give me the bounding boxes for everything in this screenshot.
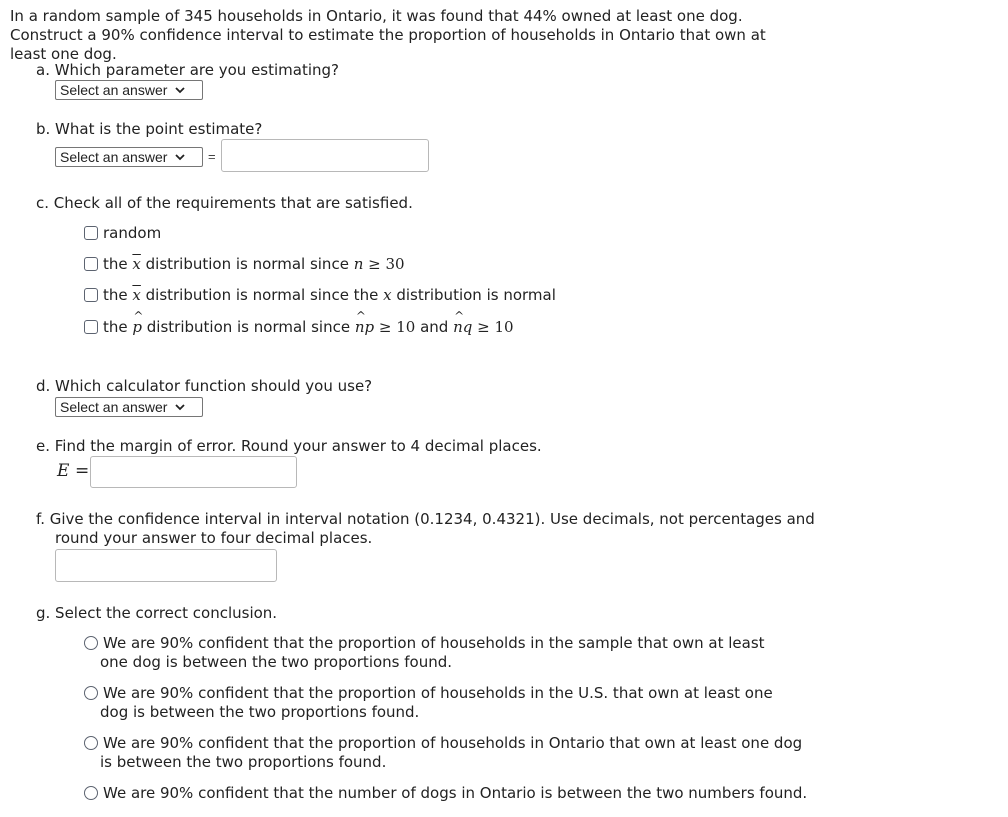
number: 10 [396,318,416,336]
requirement-xbar-x-normal-checkbox[interactable] [84,288,98,302]
ge-symbol: ≥ [472,318,495,336]
text: distribution is normal since [142,318,355,336]
requirement-random-label: random [103,224,162,242]
question-c-label: c. Check all of the requirements that are satisfied. [36,194,413,212]
margin-of-error-symbol: E [57,461,70,481]
confidence-interval-input[interactable] [55,549,277,582]
question-e-label: e. Find the margin of error. Round your answer to 4 decimal places. [36,437,542,455]
point-estimate-input[interactable] [221,139,429,172]
text: distribution is normal [391,286,556,304]
text: the [103,255,133,273]
xbar-symbol: $\overline{x}$ [132,255,141,273]
conclusion-number-dogs-radio[interactable] [84,786,98,800]
margin-of-error-input[interactable] [90,456,297,488]
chevron-down-icon [175,85,185,95]
question-g-label: g. Select the correct conclusion. [36,604,278,622]
question-f-label-line1: f. Give the confidence interval in interval notation (0.1234, 0.4321). Use decimals, not percentages and [36,510,815,528]
question-f-label-line2: round your answer to four decimal places. [55,529,373,547]
requirement-xbar-n30-checkbox[interactable] [84,257,98,271]
chevron-down-icon [175,152,185,162]
requirement-xbar-x-normal-label [103,286,556,305]
equals-sign: = [208,149,216,164]
number: 30 [385,255,405,273]
question-a-label: a. Which parameter are you estimating? [36,61,340,79]
requirement-xbar-n30-label [103,255,405,274]
conclusion-sample-radio[interactable] [84,636,98,650]
text: and [415,318,454,336]
conclusion-ontario-label: We are 90% confident that the proportion of households in Ontario that own at least one dog is between the two proportions found. [100,734,803,771]
ge-symbol: ≥ [363,255,386,273]
conclusion-ontario-radio[interactable] [84,736,98,750]
conclusion-us-label: We are 90% confident that the proportion of households in the U.S. that own at least one dog is between the two proportions found. [100,684,773,721]
phat-symbol: p ^ [132,318,142,337]
equals-sign: = [75,461,90,481]
x-symbol: x [383,286,392,304]
conclusion-sample-label: We are 90% confident that the proportion of households in the sample that own at least one dog is between the two proportions found. [100,634,765,671]
n-symbol: n [353,255,364,273]
xbar-symbol: $\overline{x}$ [132,286,141,304]
text: distribution is normal since the [140,286,384,304]
requirement-random-checkbox[interactable] [84,226,98,240]
np-hat-expr: np ^ [355,318,374,337]
calculator-function-select[interactable] [55,397,203,417]
point-estimate-select-value: Select an answer [60,149,168,165]
calculator-function-select-value: Select an answer [60,399,168,415]
question-b-label: b. What is the point estimate? [36,120,263,138]
conclusion-us-radio[interactable] [84,686,98,700]
text: the [103,286,133,304]
text: the [103,318,133,336]
nq-hat-expr: nq ^ [453,318,472,337]
text: distribution is normal since [140,255,354,273]
question-d-label: d. Which calculator function should you use? [36,377,373,395]
point-estimate-select[interactable] [55,147,203,167]
parameter-select-value: Select an answer [60,82,168,98]
parameter-select[interactable] [55,80,203,100]
conclusion-number-dogs-label: We are 90% confident that the number of dogs in Ontario is between the two numbers found. [103,784,808,802]
requirement-phat-checkbox[interactable] [84,320,98,334]
requirement-phat-label [103,318,514,337]
chevron-down-icon [175,402,185,412]
ge-symbol: ≥ [374,318,397,336]
number: 10 [494,318,514,336]
problem-statement: In a random sample of 345 households in Ontario, it was found that 44% owned at least one dog. Construct a 90% confidence interval to estimate the proportion of households in Ontario that own at least one dog. [10,7,766,63]
